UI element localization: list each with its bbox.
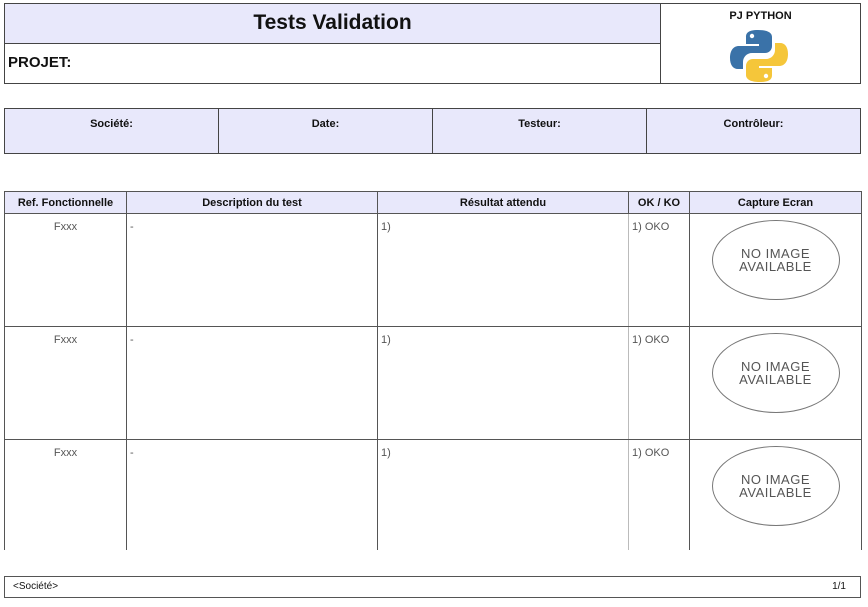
column-header-resultat: Résultat attendu xyxy=(378,192,629,214)
ref-cell: Fxxx xyxy=(5,214,127,327)
test-table xyxy=(4,191,862,550)
title-header xyxy=(4,3,661,43)
logo-caption: PJ PYTHON xyxy=(729,10,792,22)
okko-cell: 1) OKO xyxy=(629,440,690,551)
capture-cell xyxy=(690,327,862,440)
footer-societe: <Société> xyxy=(13,581,59,592)
capture-cell xyxy=(690,214,862,327)
column-header-capture: Capture Ecran xyxy=(690,192,862,214)
table-row xyxy=(5,327,862,440)
okko-cell: 1) OKO xyxy=(629,214,690,327)
page-title: Tests Validation xyxy=(253,11,412,34)
description-cell: - xyxy=(127,327,378,440)
table-header-row xyxy=(5,192,862,214)
footer-page-number: 1/1 xyxy=(832,581,846,592)
controleur-label: Contrôleur: xyxy=(723,118,784,130)
resultat-cell: 1) xyxy=(378,440,629,551)
date-label: Date: xyxy=(219,109,433,153)
ref-cell: Fxxx xyxy=(5,327,127,440)
projet-field xyxy=(4,43,661,84)
description-cell: - xyxy=(127,214,378,327)
okko-cell: 1) OKO xyxy=(629,327,690,440)
no-image-placeholder: NO IMAGE AVAILABLE xyxy=(712,333,840,413)
python-logo-icon xyxy=(729,28,789,84)
no-image-placeholder: NO IMAGE AVAILABLE xyxy=(712,220,840,300)
table-row xyxy=(5,440,862,551)
no-image-placeholder: NO IMAGE AVAILABLE xyxy=(712,446,840,526)
resultat-cell: 1) xyxy=(378,214,629,327)
column-header-okko: OK / KO xyxy=(629,192,690,214)
societe-label: Société: xyxy=(5,109,219,153)
column-header-ref: Ref. Fonctionnelle xyxy=(5,192,127,214)
resultat-cell: 1) xyxy=(378,327,629,440)
projet-label: PROJET: xyxy=(8,54,72,71)
capture-cell xyxy=(690,440,862,551)
description-cell: - xyxy=(127,440,378,551)
ref-cell: Fxxx xyxy=(5,440,127,551)
table-row xyxy=(5,214,862,327)
testeur-label: Testeur: xyxy=(433,109,647,153)
logo-block xyxy=(661,3,861,84)
info-row xyxy=(4,108,861,154)
page-footer xyxy=(4,576,861,598)
column-header-description: Description du test xyxy=(127,192,378,214)
